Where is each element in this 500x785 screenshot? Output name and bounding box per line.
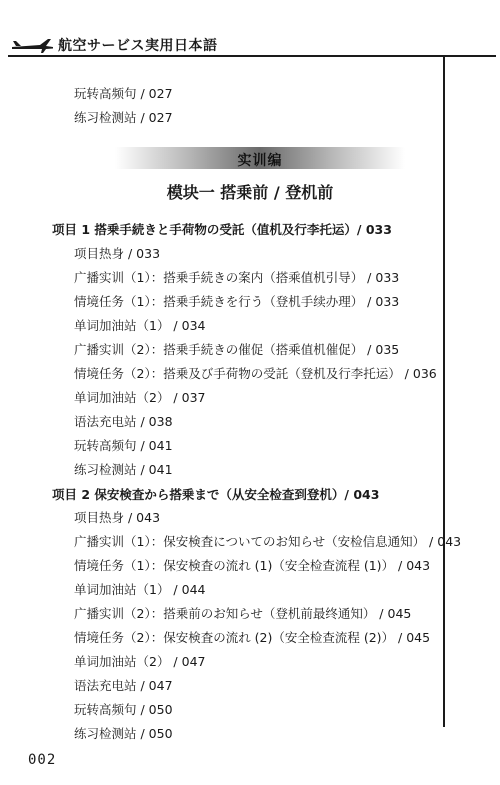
section-banner — [115, 147, 405, 169]
toc-entry[interactable]: 语法充电站 / 038 — [74, 414, 173, 429]
toc-entry[interactable]: 项目热身 / 043 — [74, 510, 161, 525]
toc-entry[interactable]: 广播实训（2）：搭乗前のお知らせ（登机前最终通知） / 045 — [74, 606, 412, 621]
toc-entry[interactable]: 玩转高频句 / 041 — [74, 438, 173, 453]
toc-entry[interactable]: 玩转高频句 / 027 — [74, 86, 173, 101]
page-number: 002 — [28, 752, 57, 768]
page-header — [0, 0, 500, 60]
airplane-icon — [10, 36, 54, 54]
toc-entry[interactable]: 情境任务（2）：保安検査の流れ (2)（安全检查流程 (2)） / 045 — [74, 630, 431, 645]
toc-entry[interactable]: 广播实训（1）：保安検査についてのお知らせ（安检信息通知） / 043 — [74, 534, 462, 549]
section-banner-label: 实训编 — [237, 153, 283, 169]
toc-entry[interactable]: 玩转高频句 / 050 — [74, 702, 173, 717]
toc-entry[interactable]: 练习检测站 / 027 — [74, 110, 173, 125]
toc-entry[interactable]: 单词加油站（1） / 044 — [74, 582, 206, 597]
toc-entry[interactable]: 项目热身 / 033 — [74, 246, 161, 261]
toc-entry[interactable]: 广播实训（2）：搭乗手続きの催促（搭乘值机催促） / 035 — [74, 342, 400, 357]
toc-entry[interactable]: 情境任务（1）：搭乗手続きを行う（登机手续办理） / 033 — [74, 294, 400, 309]
toc-entry[interactable]: 广播实训（1）：搭乗手続きの案内（搭乘值机引导） / 033 — [74, 270, 400, 285]
book-title: 航空サービス実用日本語 — [58, 38, 218, 54]
project-heading[interactable]: 项目 1 搭乗手続きと手荷物の受託（值机及行李托运）/ 033 — [52, 222, 392, 237]
margin-divider — [443, 55, 445, 727]
toc-entry[interactable]: 情境任务（1）：保安検査の流れ (1)（安全检查流程 (1)） / 043 — [74, 558, 431, 573]
toc-entry[interactable]: 单词加油站（1） / 034 — [74, 318, 206, 333]
header-divider — [8, 55, 496, 57]
toc-entry[interactable]: 单词加油站（2） / 047 — [74, 654, 206, 669]
toc-entry[interactable]: 单词加油站（2） / 037 — [74, 390, 206, 405]
toc-entry[interactable]: 情境任务（2）：搭乗及び手荷物の受託（登机及行李托运） / 036 — [74, 366, 437, 381]
module-title: 模块一 搭乗前 / 登机前 — [166, 183, 334, 202]
project-heading[interactable]: 项目 2 保安検査から搭乗まで（从安全检查到登机）/ 043 — [52, 487, 380, 502]
toc-entry[interactable]: 练习检测站 / 050 — [74, 726, 173, 741]
toc-entry[interactable]: 语法充电站 / 047 — [74, 678, 173, 693]
toc-entry[interactable]: 练习检测站 / 041 — [74, 462, 173, 477]
